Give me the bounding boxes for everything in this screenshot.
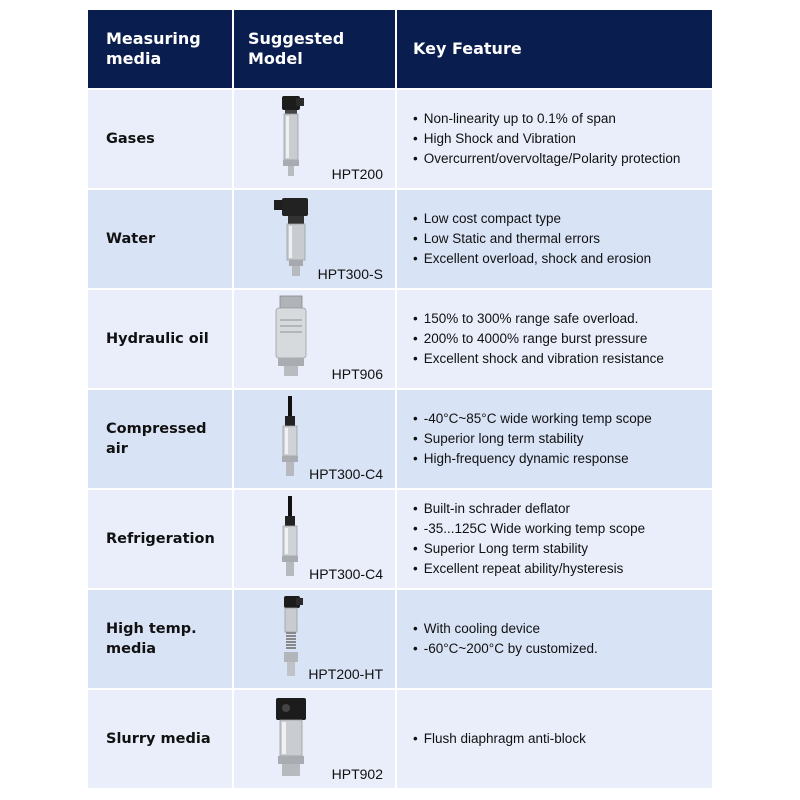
feature-list: [413, 109, 680, 169]
model-cell: [234, 390, 397, 488]
table-row: [88, 288, 712, 388]
feature-item: • Superior long term stability: [413, 429, 652, 449]
media-cell: Gases: [88, 90, 234, 188]
feature-item: • 150% to 300% range safe overload.: [413, 309, 664, 329]
feature-cell: [397, 190, 712, 288]
table-row: [88, 488, 712, 588]
model-cell: [234, 490, 397, 588]
model-label: HPT200: [331, 166, 383, 182]
model-label: HPT906: [331, 366, 383, 382]
feature-cell: [397, 90, 712, 188]
feature-item: • Excellent shock and vibration resistance: [413, 349, 664, 369]
feature-cell: [397, 490, 712, 588]
media-cell: High temp. media: [88, 590, 234, 688]
media-cell: Water: [88, 190, 234, 288]
feature-item: • Low cost compact type: [413, 209, 651, 229]
model-cell: [234, 90, 397, 188]
model-cell: [234, 690, 397, 788]
feature-list: [413, 729, 586, 749]
header-measuring-media: Measuring media: [88, 10, 234, 88]
feature-cell: [397, 590, 712, 688]
feature-item: • -40°C~85°C wide working temp scope: [413, 409, 652, 429]
model-cell: [234, 590, 397, 688]
media-cell: Compressed air: [88, 390, 234, 488]
feature-item: • 200% to 4000% range burst pressure: [413, 329, 664, 349]
model-label: HPT200-HT: [308, 666, 383, 682]
feature-item: • Overcurrent/overvoltage/Polarity protection: [413, 149, 680, 169]
model-label: HPT902: [331, 766, 383, 782]
pressure-transmitter-image: [262, 94, 322, 180]
media-cell: Slurry media: [88, 690, 234, 788]
feature-item: • Superior Long term stability: [413, 539, 645, 559]
model-label: HPT300-C4: [309, 566, 383, 582]
pressure-transmitter-image: [262, 294, 322, 380]
feature-item: • Flush diaphragm anti-block: [413, 729, 586, 749]
table-header: [88, 10, 712, 88]
feature-item: • -60°C~200°C by customized.: [413, 639, 598, 659]
feature-item: • -35...125C Wide working temp scope: [413, 519, 645, 539]
feature-list: [413, 409, 652, 469]
feature-item: • Non-linearity up to 0.1% of span: [413, 109, 680, 129]
media-cell: Hydraulic oil: [88, 290, 234, 388]
feature-cell: [397, 390, 712, 488]
header-suggested-model: Suggested Model: [234, 10, 397, 88]
table-row: [88, 188, 712, 288]
feature-item: • High Shock and Vibration: [413, 129, 680, 149]
model-label: HPT300-C4: [309, 466, 383, 482]
feature-item: • Excellent overload, shock and erosion: [413, 249, 651, 269]
feature-item: • High-frequency dynamic response: [413, 449, 652, 469]
feature-cell: [397, 290, 712, 388]
model-cell: [234, 190, 397, 288]
media-cell: Refrigeration: [88, 490, 234, 588]
feature-item: • With cooling device: [413, 619, 598, 639]
feature-item: • Built-in schrader deflator: [413, 499, 645, 519]
feature-item: • Excellent repeat ability/hysteresis: [413, 559, 645, 579]
header-key-feature: Key Feature: [413, 39, 522, 58]
feature-list: [413, 209, 651, 269]
product-table: [88, 10, 712, 788]
feature-list: [413, 309, 664, 369]
feature-cell: [397, 690, 712, 788]
model-label: HPT300-S: [317, 266, 383, 282]
pressure-transmitter-image: [262, 194, 322, 280]
table-row: [88, 588, 712, 688]
pressure-transmitter-image: [262, 694, 322, 780]
table-row: [88, 88, 712, 188]
table-row: [88, 388, 712, 488]
table-row: [88, 688, 712, 788]
feature-item: • Low Static and thermal errors: [413, 229, 651, 249]
model-cell: [234, 290, 397, 388]
feature-list: [413, 499, 645, 579]
feature-list: [413, 619, 598, 659]
